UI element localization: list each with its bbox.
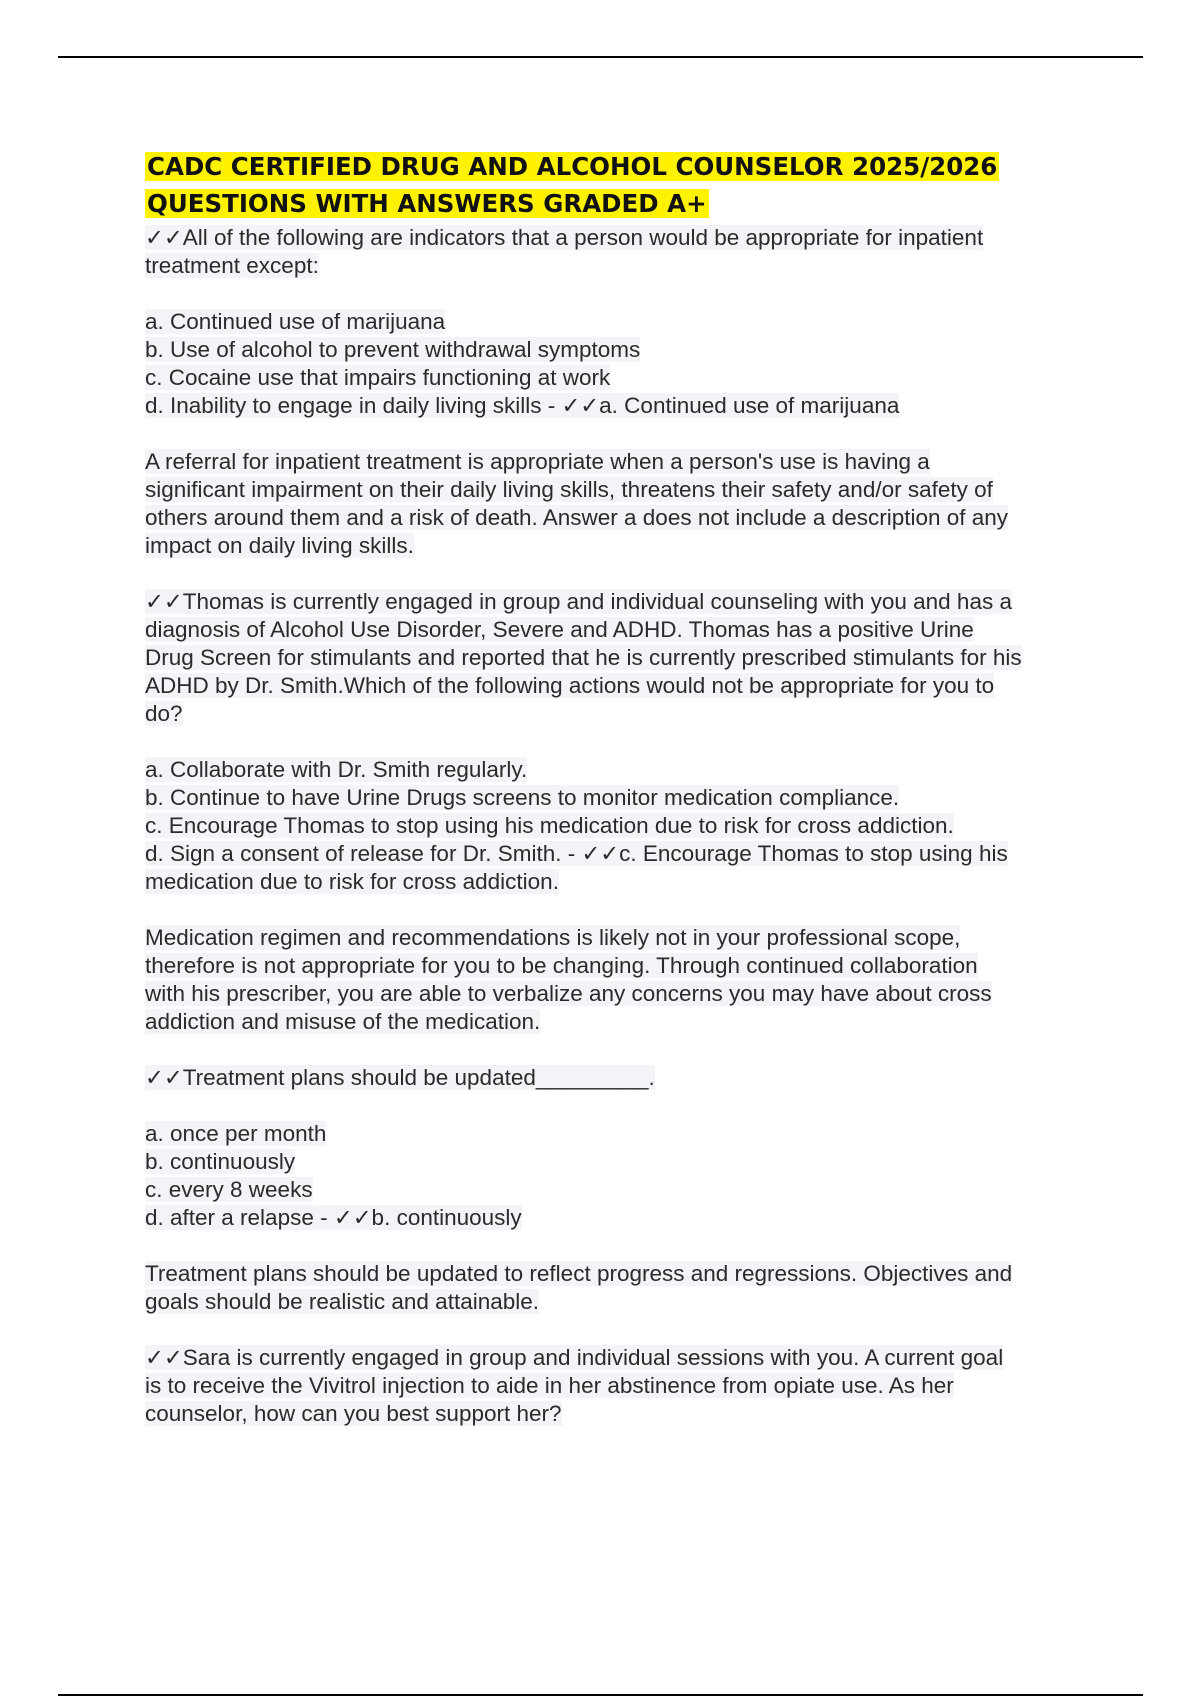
question-1-stem-line: treatment except: bbox=[145, 253, 319, 278]
question-2-option-b: b. Continue to have Urine Drugs screens to monitor medication compliance. bbox=[145, 785, 900, 810]
question-2-stem bbox=[145, 588, 1105, 728]
question-1-explanation bbox=[145, 448, 1105, 560]
question-1-option-c: c. Cocaine use that impairs functioning at work bbox=[145, 365, 611, 390]
question-3-options bbox=[145, 1120, 1105, 1232]
question-3-stem-line: ✓✓Treatment plans should be updated_________. bbox=[145, 1065, 655, 1090]
explanation-line: with his prescriber, you are able to verbalize any concerns you may have about cross bbox=[145, 981, 992, 1006]
question-3-option-d-answer: d. after a relapse - ✓✓b. continuously bbox=[145, 1205, 522, 1230]
question-1-option-b: b. Use of alcohol to prevent withdrawal symptoms bbox=[145, 337, 641, 362]
title-line-2: QUESTIONS WITH ANSWERS GRADED A+ bbox=[147, 189, 707, 218]
document-body bbox=[145, 148, 1105, 1428]
question-2-explanation bbox=[145, 924, 1105, 1036]
question-2-option-d-answer: d. Sign a consent of release for Dr. Smith. - ✓✓c. Encourage Thomas to stop using his bbox=[145, 841, 1008, 866]
question-1-option-a: a. Continued use of marijuana bbox=[145, 309, 446, 334]
question-4-stem-line: ✓✓Sara is currently engaged in group and individual sessions with you. A current goal bbox=[145, 1345, 1004, 1370]
question-3-option-b: b. continuously bbox=[145, 1149, 296, 1174]
question-2-stem-line: Drug Screen for stimulants and reported that he is currently prescribed stimulants for his bbox=[145, 645, 1022, 670]
question-3-explanation bbox=[145, 1260, 1105, 1316]
question-2-options bbox=[145, 756, 1105, 896]
question-4-stem-line: counselor, how can you best support her? bbox=[145, 1401, 562, 1426]
question-2-stem-line: ADHD by Dr. Smith.Which of the following actions would not be appropriate for you to bbox=[145, 673, 995, 698]
question-4-stem-line: is to receive the Vivitrol injection to aide in her abstinence from opiate use. As her bbox=[145, 1373, 954, 1398]
explanation-line: others around them and a risk of death. Answer a does not include a description of any bbox=[145, 505, 1009, 530]
question-1-stem bbox=[145, 224, 1105, 280]
explanation-line: significant impairment on their daily living skills, threatens their safety and/or safety of bbox=[145, 477, 993, 502]
explanation-line: A referral for inpatient treatment is appropriate when a person's use is having a bbox=[145, 449, 930, 474]
question-1-stem-line: ✓✓All of the following are indicators that a person would be appropriate for inpatient bbox=[145, 225, 984, 250]
question-2-stem-line: do? bbox=[145, 701, 183, 726]
title-line-1: CADC CERTIFIED DRUG AND ALCOHOL COUNSELOR 2025/2026 bbox=[147, 152, 998, 181]
document-title bbox=[145, 148, 1105, 222]
question-2-option-a: a. Collaborate with Dr. Smith regularly. bbox=[145, 757, 528, 782]
explanation-line: Medication regimen and recommendations is likely not in your professional scope, bbox=[145, 925, 961, 950]
explanation-line: Treatment plans should be updated to reflect progress and regressions. Objectives and bbox=[145, 1261, 1013, 1286]
explanation-line: goals should be realistic and attainable. bbox=[145, 1289, 540, 1314]
question-2-stem-line: diagnosis of Alcohol Use Disorder, Severe and ADHD. Thomas has a positive Urine bbox=[145, 617, 974, 642]
header-rule bbox=[58, 56, 1143, 58]
question-1-options bbox=[145, 308, 1105, 420]
question-2-option-c: c. Encourage Thomas to stop using his medication due to risk for cross addiction. bbox=[145, 813, 954, 838]
question-3-stem bbox=[145, 1064, 1105, 1092]
question-3-option-a: a. once per month bbox=[145, 1121, 327, 1146]
question-2-answer-continued: medication due to risk for cross addiction. bbox=[145, 869, 559, 894]
explanation-line: addiction and misuse of the medication. bbox=[145, 1009, 541, 1034]
question-1-option-d-answer: d. Inability to engage in daily living skills - ✓✓a. Continued use of marijuana bbox=[145, 393, 900, 418]
explanation-line: therefore is not appropriate for you to be changing. Through continued collaboration bbox=[145, 953, 978, 978]
question-3-option-c: c. every 8 weeks bbox=[145, 1177, 313, 1202]
footer-rule bbox=[58, 1694, 1143, 1696]
explanation-line: impact on daily living skills. bbox=[145, 533, 414, 558]
question-4-stem bbox=[145, 1344, 1105, 1428]
question-2-stem-line: ✓✓Thomas is currently engaged in group and individual counseling with you and has a bbox=[145, 589, 1012, 614]
